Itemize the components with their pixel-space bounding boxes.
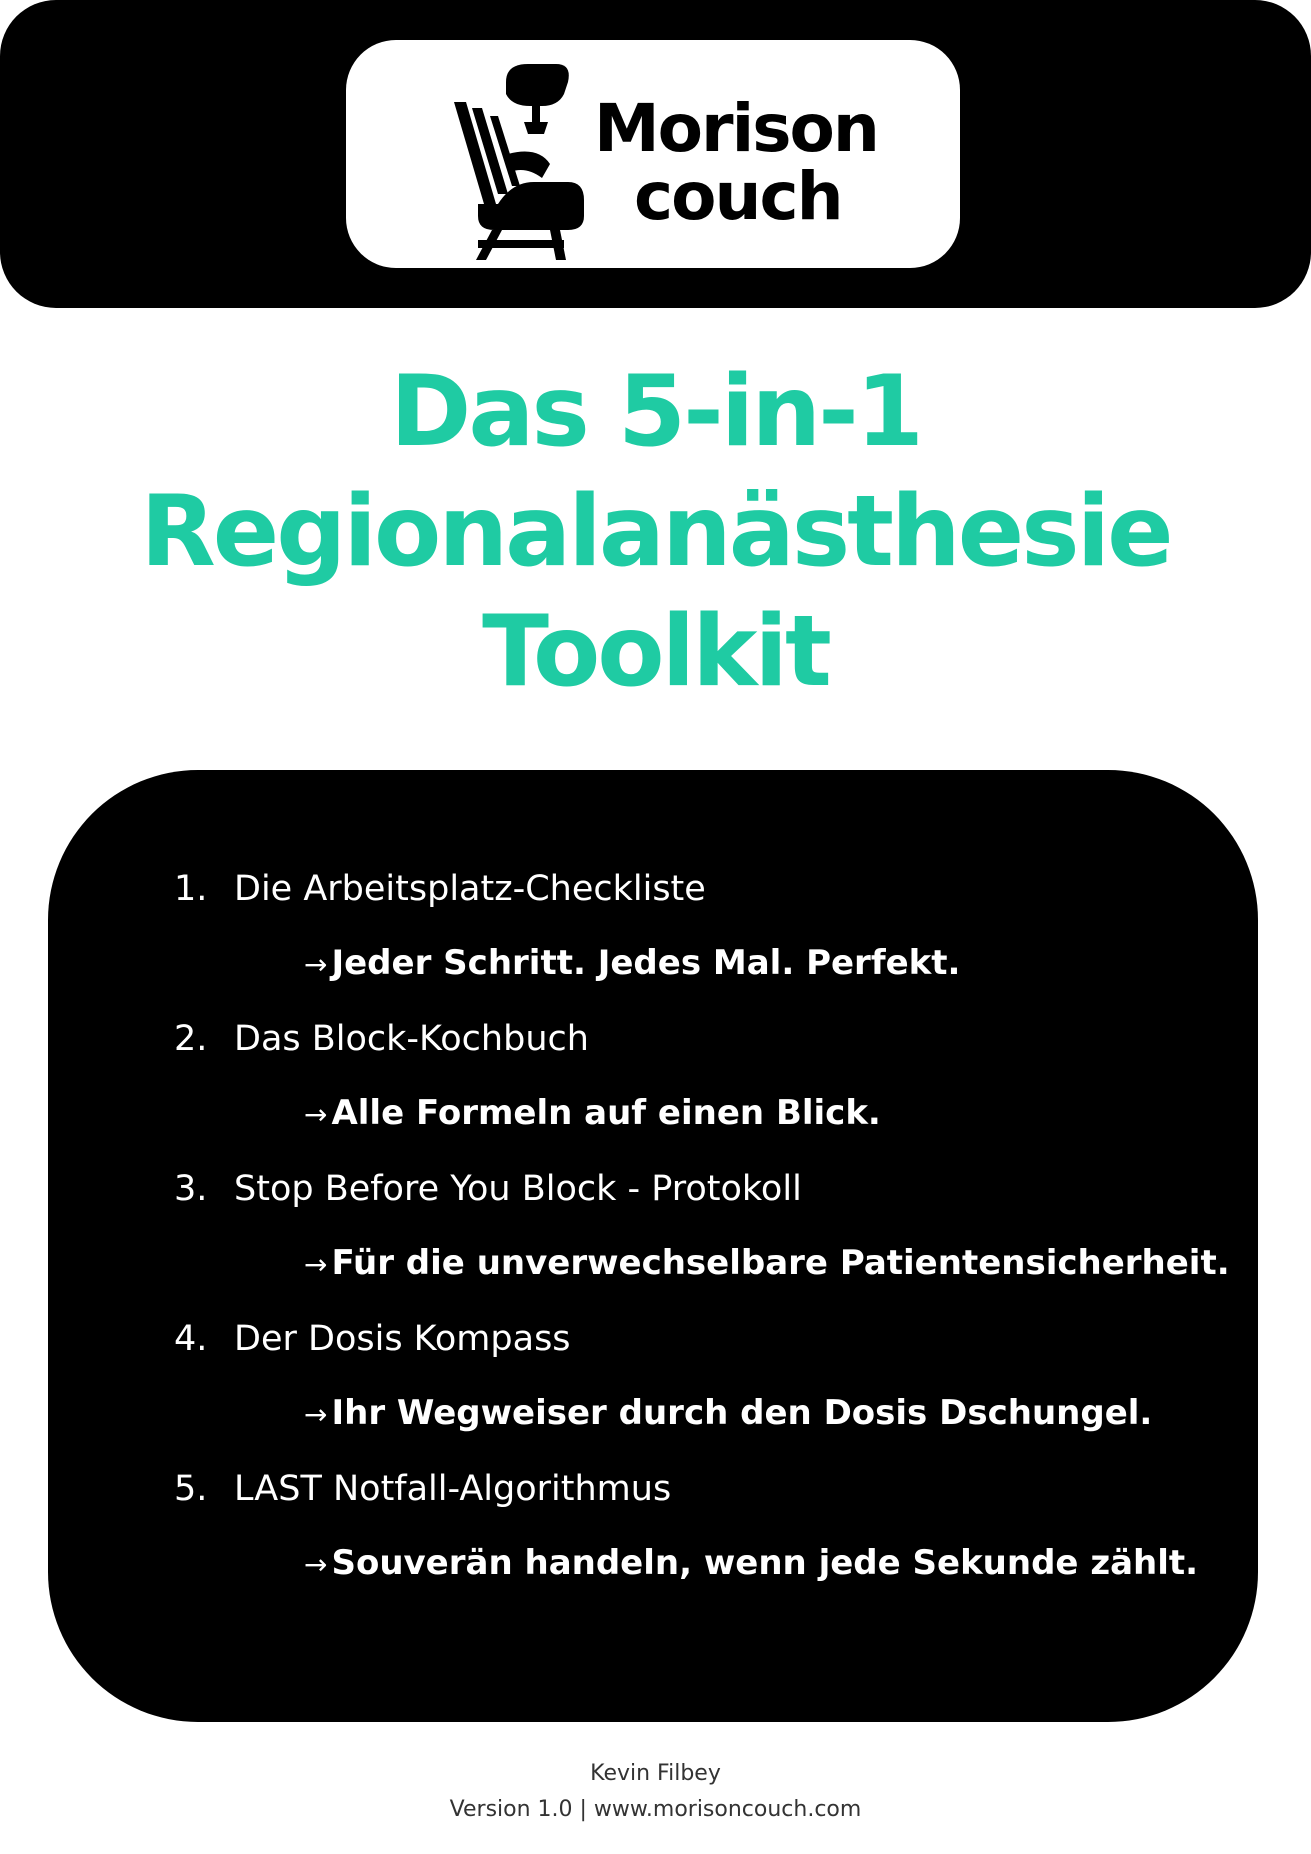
footer-author: Kevin Filbey bbox=[590, 1761, 721, 1786]
arrow-right-icon: → bbox=[304, 1248, 328, 1281]
header-bar bbox=[0, 0, 1311, 308]
item-title: Stop Before You Block - Protokoll bbox=[234, 1169, 802, 1209]
list-item bbox=[174, 1318, 1234, 1468]
item-subtitle-text: Ihr Wegweiser durch den Dosis Dschungel. bbox=[331, 1393, 1153, 1433]
item-subtitle-text: Alle Formeln auf einen Blick. bbox=[331, 1093, 881, 1133]
logo-line-1: Morison bbox=[594, 90, 878, 167]
item-subtitle-text: Jeder Schritt. Jedes Mal. Perfekt. bbox=[331, 943, 961, 983]
toolkit-panel bbox=[48, 770, 1258, 1722]
item-subtitle bbox=[304, 942, 960, 986]
list-item bbox=[174, 1468, 1234, 1618]
list-item bbox=[174, 1168, 1234, 1318]
list-item bbox=[174, 1018, 1234, 1168]
item-subtitle bbox=[304, 1392, 1152, 1436]
logo-line-2: couch bbox=[634, 158, 842, 235]
title-line-3: Toolkit bbox=[482, 595, 829, 709]
arrow-right-icon: → bbox=[304, 1098, 328, 1131]
arrow-right-icon: → bbox=[304, 1398, 328, 1431]
item-number: 3. bbox=[174, 1169, 208, 1209]
logo-wordmark bbox=[594, 90, 878, 235]
item-number: 5. bbox=[174, 1469, 208, 1509]
item-number: 4. bbox=[174, 1319, 208, 1359]
item-subtitle bbox=[304, 1092, 881, 1136]
page-title bbox=[0, 352, 1311, 712]
footer-version: Version 1.0 | www.morisoncouch.com bbox=[449, 1797, 862, 1822]
arrow-right-icon: → bbox=[304, 948, 328, 981]
title-line-1: Das 5-in-1 bbox=[389, 355, 921, 469]
footer bbox=[0, 1756, 1311, 1828]
item-subtitle bbox=[304, 1242, 1230, 1286]
logo bbox=[346, 40, 960, 268]
item-title: Der Dosis Kompass bbox=[234, 1319, 571, 1359]
item-subtitle-text: Für die unverwechselbare Patientensicherheit. bbox=[331, 1243, 1230, 1283]
item-number: 2. bbox=[174, 1019, 208, 1059]
toolkit-list bbox=[174, 868, 1234, 1618]
arrow-right-icon: → bbox=[304, 1548, 328, 1581]
item-subtitle-text: Souverän handeln, wenn jede Sekunde zählt. bbox=[331, 1543, 1199, 1583]
item-number: 1. bbox=[174, 869, 208, 909]
item-subtitle bbox=[304, 1542, 1198, 1586]
item-title: LAST Notfall-Algorithmus bbox=[234, 1469, 672, 1509]
title-line-2: Regionalanästhesie bbox=[140, 475, 1171, 589]
item-title: Die Arbeitsplatz-Checkliste bbox=[234, 869, 706, 909]
list-item bbox=[174, 868, 1234, 1018]
item-title: Das Block-Kochbuch bbox=[234, 1019, 589, 1059]
armchair-icon bbox=[438, 54, 588, 264]
